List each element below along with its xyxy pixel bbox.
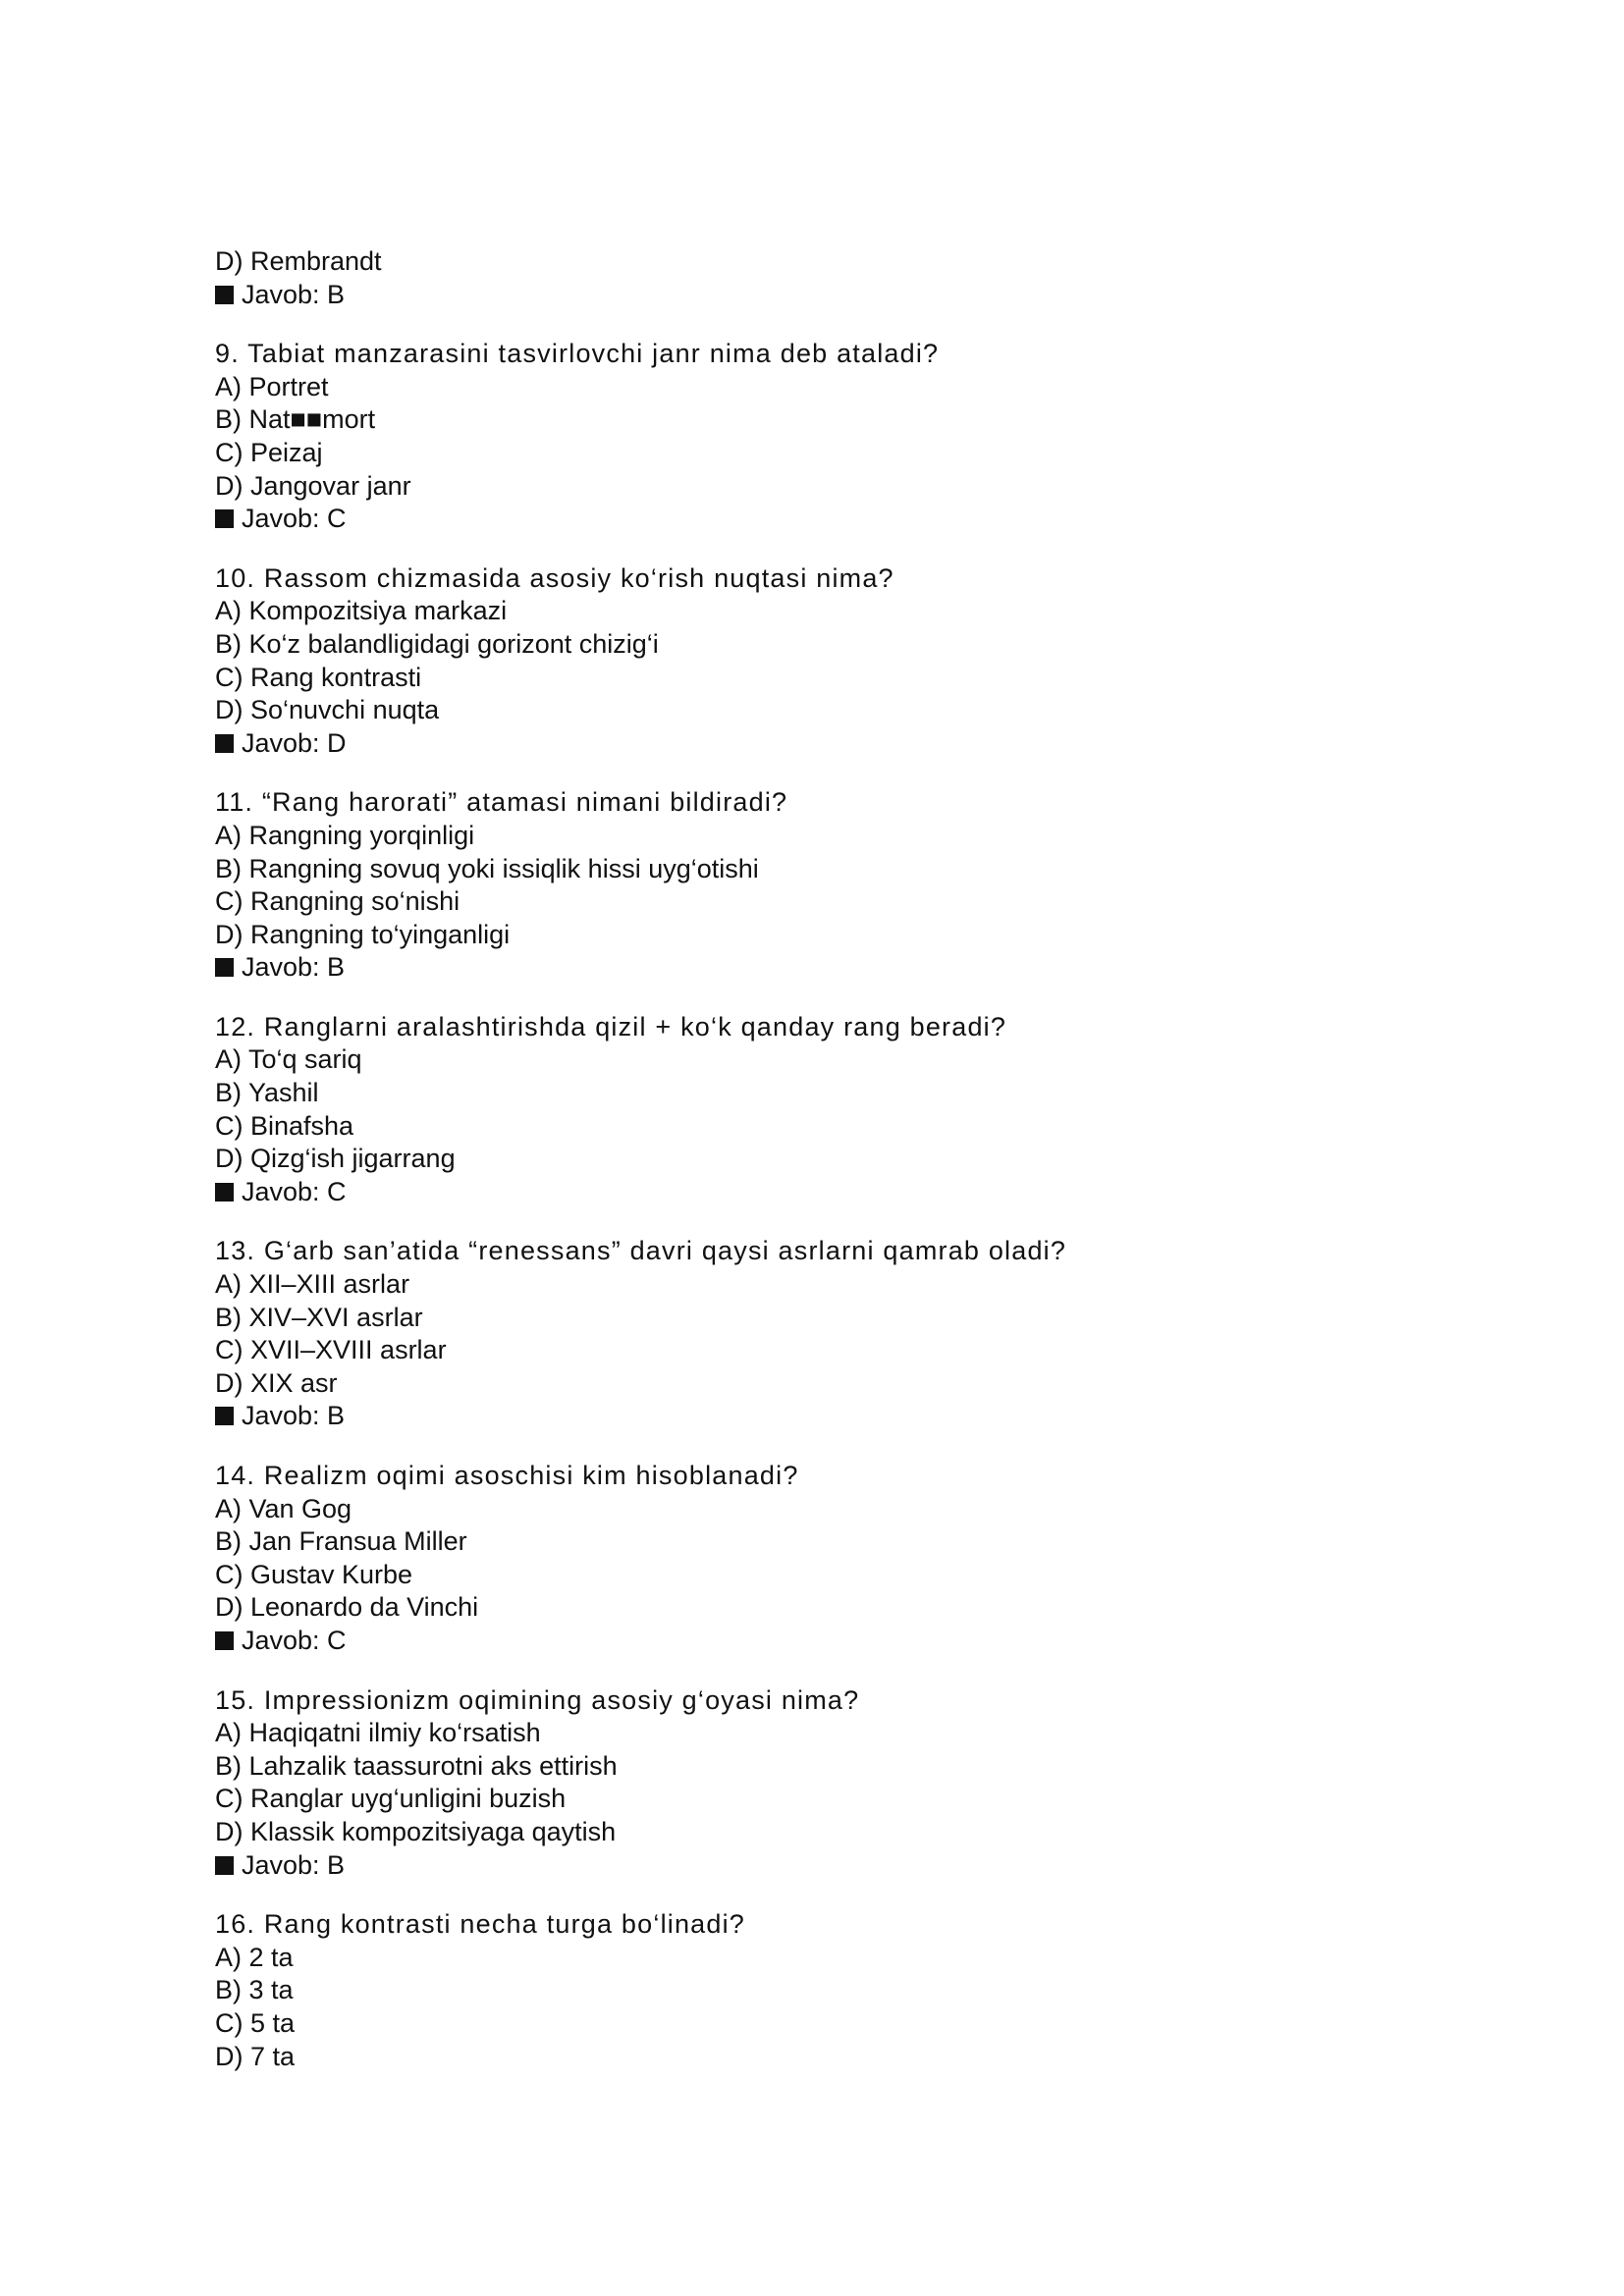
- option-text: C) XVII–XVIII asrlar: [215, 1335, 447, 1365]
- option-text: C) 5 ta: [215, 2007, 296, 2038]
- document-page: [215, 245, 1413, 2073]
- question-title: 15. Impressionizm oqimining asosiy g‘oyasi nima?: [215, 1684, 860, 1715]
- option-text: D) XIX asr: [215, 1367, 338, 1398]
- question-title: 14. Realizm oqimi asoschisi kim hisoblanadi?: [215, 1461, 799, 1490]
- option-text: B) Ko‘z balandligidagi gorizont chizig‘i: [215, 628, 659, 659]
- answer-line: [215, 1400, 1413, 1433]
- option-text: B) Rangning sovuq yoki issiqlik hissi uyg‘otishi: [215, 853, 759, 883]
- answer-square-icon: [215, 1631, 234, 1650]
- answer-line: [215, 279, 1413, 312]
- question-title: 10. Rassom chizmasida asosiy ko‘rish nuqtasi nima?: [215, 562, 894, 593]
- answer-text: Javob: C: [242, 1176, 347, 1206]
- option-text: C) Gustav Kurbe: [215, 1559, 413, 1589]
- answer-square-icon: [215, 1183, 234, 1201]
- option-text: A) Van Gog: [215, 1493, 352, 1523]
- option-text: C) Binafsha: [215, 1110, 354, 1141]
- option-text: B) Lahzalik taassurotni aks ettirish: [215, 1750, 618, 1781]
- option-text: B) Jan Fransua Miller: [215, 1526, 467, 1557]
- answer-line: [215, 1176, 1413, 1209]
- option-text: C) Peizaj: [215, 437, 323, 467]
- question-block: [215, 338, 1413, 536]
- question-title: 12. Ranglarni aralashtirishda qizil + ko‘k qanday rang beradi?: [215, 1011, 1007, 1041]
- question-title: 9. Tabiat manzarasini tasvirlovchi janr nima deb ataladi?: [215, 339, 940, 369]
- question-block: [215, 786, 1413, 985]
- question-block: [215, 1011, 1413, 1209]
- question-block: [215, 1460, 1413, 1658]
- option-text: A) To‘q sariq: [215, 1044, 362, 1075]
- question-block: [215, 1908, 1413, 2073]
- answer-text: Javob: B: [242, 279, 346, 309]
- question-block: [215, 1684, 1413, 1883]
- option-text: C) Rang kontrasti: [215, 662, 422, 692]
- answer-line: [215, 503, 1413, 536]
- option-text: A) 2 ta: [215, 1942, 294, 1972]
- question-gap: [215, 1208, 1413, 1235]
- option-text: A) Rangning yorqinligi: [215, 820, 475, 850]
- option-text: A) Haqiqatni ilmiy ko‘rsatish: [215, 1718, 541, 1748]
- answer-text: Javob: B: [242, 1849, 346, 1880]
- option-text: B) XIV–XVI asrlar: [215, 1302, 423, 1332]
- question-fragment: [215, 245, 1413, 311]
- option-text: D) Klassik kompozitsiyaga qaytish: [215, 1816, 617, 1846]
- option-text: A) Portret: [215, 371, 329, 401]
- answer-text: Javob: C: [242, 504, 347, 534]
- question-gap: [215, 536, 1413, 562]
- option-text: D) Jangovar janr: [215, 470, 411, 501]
- answer-text: Javob: C: [242, 1625, 347, 1655]
- question-gap: [215, 985, 1413, 1011]
- answer-text: Javob: B: [242, 952, 346, 983]
- answer-text: Javob: D: [242, 727, 347, 758]
- answer-line: [215, 951, 1413, 985]
- question-gap: [215, 311, 1413, 338]
- answer-square-icon: [215, 509, 234, 528]
- option-text: B) 3 ta: [215, 1975, 294, 2005]
- option-text: A) XII–XIII asrlar: [215, 1269, 410, 1300]
- option-text: D) Rangning to‘yinganligi: [215, 919, 511, 949]
- option-text: D) Leonardo da Vinchi: [215, 1592, 479, 1623]
- question-gap: [215, 760, 1413, 786]
- answer-square-icon: [215, 1407, 234, 1425]
- option-text: A) Kompozitsiya markazi: [215, 596, 508, 626]
- answer-line: [215, 727, 1413, 761]
- question-block: [215, 562, 1413, 761]
- question-block: [215, 1235, 1413, 1433]
- question-gap: [215, 1433, 1413, 1460]
- option-text: B) Yashil: [215, 1078, 319, 1108]
- option-text: C) Ranglar uyg‘unligini buzish: [215, 1784, 567, 1814]
- question-gap: [215, 1882, 1413, 1908]
- question-gap: [215, 1658, 1413, 1684]
- answer-square-icon: [215, 286, 234, 304]
- option-text: D) Qizg‘ish jigarrang: [215, 1144, 456, 1174]
- question-title: 16. Rang kontrasti necha turga bo‘linadi?: [215, 1909, 746, 1940]
- question-title: 11. “Rang harorati” atamasi nimani bildiradi?: [215, 787, 788, 818]
- option-text: D) 7 ta: [215, 2041, 296, 2071]
- answer-text: Javob: B: [242, 1401, 346, 1431]
- option-text: C) Rangning so‘nishi: [215, 886, 460, 917]
- option-text: D) Rembrandt: [215, 246, 382, 276]
- option-text: B) Nat■■mort: [215, 404, 376, 435]
- question-title: 13. G‘arb san’atida “renessans” davri qaysi asrlarni qamrab oladi?: [215, 1236, 1067, 1266]
- answer-line: [215, 1625, 1413, 1658]
- answer-square-icon: [215, 1856, 234, 1875]
- answer-square-icon: [215, 958, 234, 977]
- answer-line: [215, 1849, 1413, 1883]
- answer-square-icon: [215, 734, 234, 753]
- option-text: D) So‘nuvchi nuqta: [215, 695, 440, 725]
